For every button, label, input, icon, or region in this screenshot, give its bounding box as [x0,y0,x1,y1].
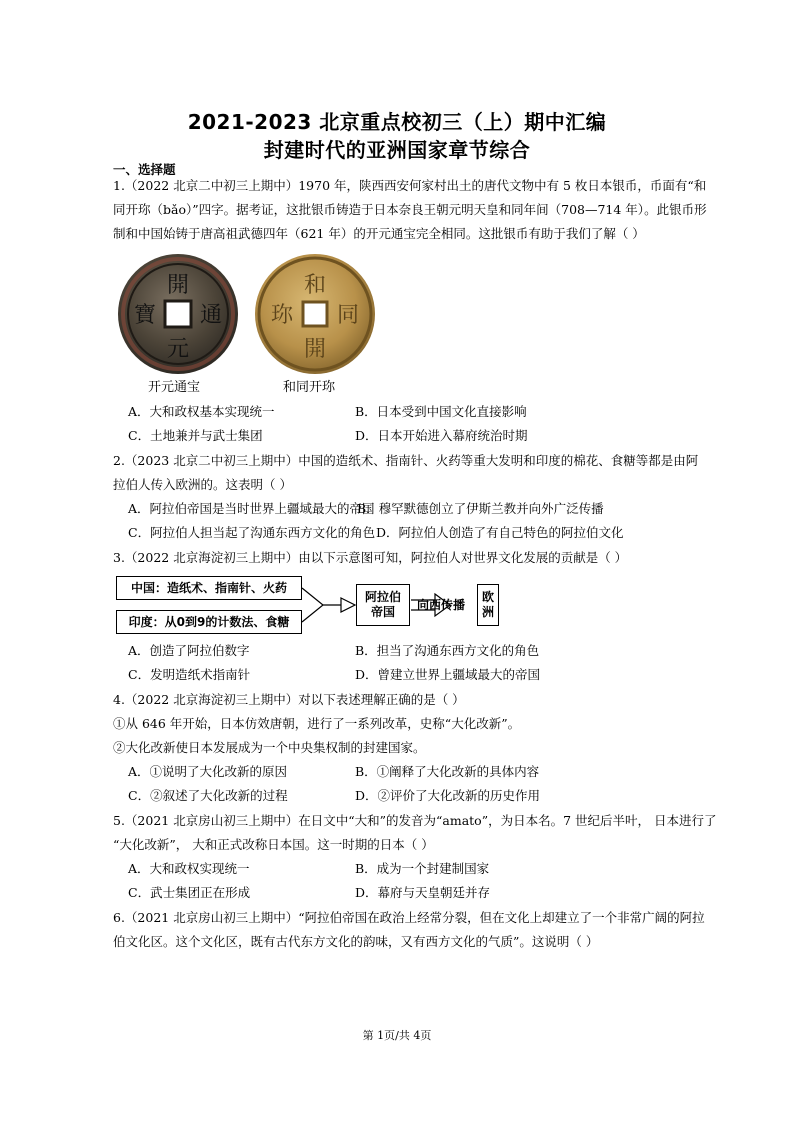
coin1-char-left: 寶 [133,303,157,328]
page-footer: 第 1页/共 4页 [362,1029,432,1042]
q2-option-a: A．阿拉伯帝国是当时世界上疆域最大的帝国 [128,501,375,516]
title-line2: 封建时代的亚洲国家章节综合 [263,138,531,162]
q4-option-c: C．②叙述了大化改新的过程 [128,788,288,803]
q1-line1: 1.（2022 北京二中初三上期中）1970 年，陕西西安何家村出土的唐代文物中有 5 枚日本银币，币面有“和 [113,178,707,193]
q3-option-d: D．曾建立世界上疆域最大的帝国 [355,667,541,682]
q2-line1: 2.（2023 北京二中初三上期中）中国的造纸术、指南针、火药等重大发明和印度的棉花、食糖等都是由阿 [113,453,699,468]
q4-line3: ②大化改新使日本发展成为一个中央集权制的封建国家。 [113,740,426,755]
q4-option-d: D．②评价了大化改新的历史作用 [355,788,541,803]
q3-option-b: B．担当了沟通东西方文化的角色 [355,643,540,658]
q4-line1: 4.（2022 北京海淀初三上期中）对以下表述理解正确的是（ ） [113,692,465,707]
q1-option-d: D．日本开始进入幕府统治时期 [355,428,528,443]
q1-line3: 制和中国始铸于唐高祖武德四年（621 年）的开元通宝完全相同。这批银币有助于我们了解（ ） [113,226,645,241]
diagram-box-china: 中国：造纸术、指南针、火药 [116,576,302,600]
q2-option-d: D．阿拉伯人创造了有自己特色的阿拉伯文化 [376,525,624,540]
q4-option-b: B．①阐释了大化改新的具体内容 [355,764,540,779]
q3-option-a: A．创造了阿拉伯数字 [128,643,250,658]
section-title: 一、选择题 [113,162,176,177]
coin2-char-right: 同 [336,303,360,328]
q4-line2: ①从 646 年开始，日本仿效唐朝，进行了一系列改革，史称“大化改新”。 [113,716,521,731]
q2-line2: 拉伯人传入欧洲的。这表明（ ） [113,477,292,492]
coin2-char-bottom: 開 [303,337,327,362]
q5-line1: 5.（2021 北京房山初三上期中）在日文中“大和”的发音为“amato”，为日本名。7 世纪后半叶， 日本进行了 [113,813,717,828]
q3-option-c: C．发明造纸术指南针 [128,667,251,682]
diagram-box-europe: 欧洲 [477,584,499,626]
q3-diagram [113,574,503,636]
coin1-label: 开元通宝 [148,380,201,395]
q5-option-b: B．成为一个封建制国家 [355,861,490,876]
coin2-label: 和同开珎 [283,380,336,395]
q1-option-a: A．大和政权基本实现统一 [128,404,275,419]
coin2-char-top: 和 [303,273,327,298]
diagram-spread-label: 向西传播 [416,597,465,612]
q5-option-c: C．武士集团正在形成 [128,885,251,900]
q2-option-c: C．阿拉伯人担当起了沟通东西方文化的角色 [128,525,376,540]
diagram-box-arab: 阿拉伯帝国 [356,584,410,626]
q5-line2: “大化改新”， 大和正式改称日本国。这一时期的日本（ ） [113,837,434,852]
q4-option-a: A．①说明了大化改新的原因 [128,764,288,779]
q6-line1: 6.（2021 北京房山初三上期中）“阿拉伯帝国在政治上经常分裂，但在文化上却建立了一个非常广阔的阿拉 [113,910,705,925]
q5-option-a: A．大和政权实现统一 [128,861,250,876]
coin1-char-bottom: 元 [166,337,190,362]
kaiyuan-coin-image [113,252,243,381]
q1-option-b: B．日本受到中国文化直接影响 [355,404,527,419]
q1-line2: 同开珎（bǎo）”四字。据考证，这批银币铸造于日本奈良王朝元明天皇和同年间（708—714 年）。此银币形 [113,202,707,217]
title-line1: 2021-2023 北京重点校初三（上）期中汇编 [187,110,607,134]
coin2-char-left: 珎 [270,303,294,328]
q5-option-d: D．幕府与天皇朝廷并存 [355,885,491,900]
coin1-char-top: 開 [166,273,190,298]
wadokaichin-coin-image [250,252,380,381]
q3-line1: 3.（2022 北京海淀初三上期中）由以下示意图可知，阿拉伯人对世界文化发展的贡献是（ ） [113,550,628,565]
q2-option-b: B．穆罕默德创立了伊斯兰教并向外广泛传播 [357,501,604,516]
q1-option-c: C．土地兼并与武士集团 [128,428,263,443]
coin1-char-right: 通 [199,303,223,328]
q6-line2: 伯文化区。这个文化区，既有古代东方文化的韵味，又有西方文化的气质”。这说明（ ） [113,934,599,949]
diagram-box-india: 印度：从0到9的计数法、食糖 [116,610,302,634]
